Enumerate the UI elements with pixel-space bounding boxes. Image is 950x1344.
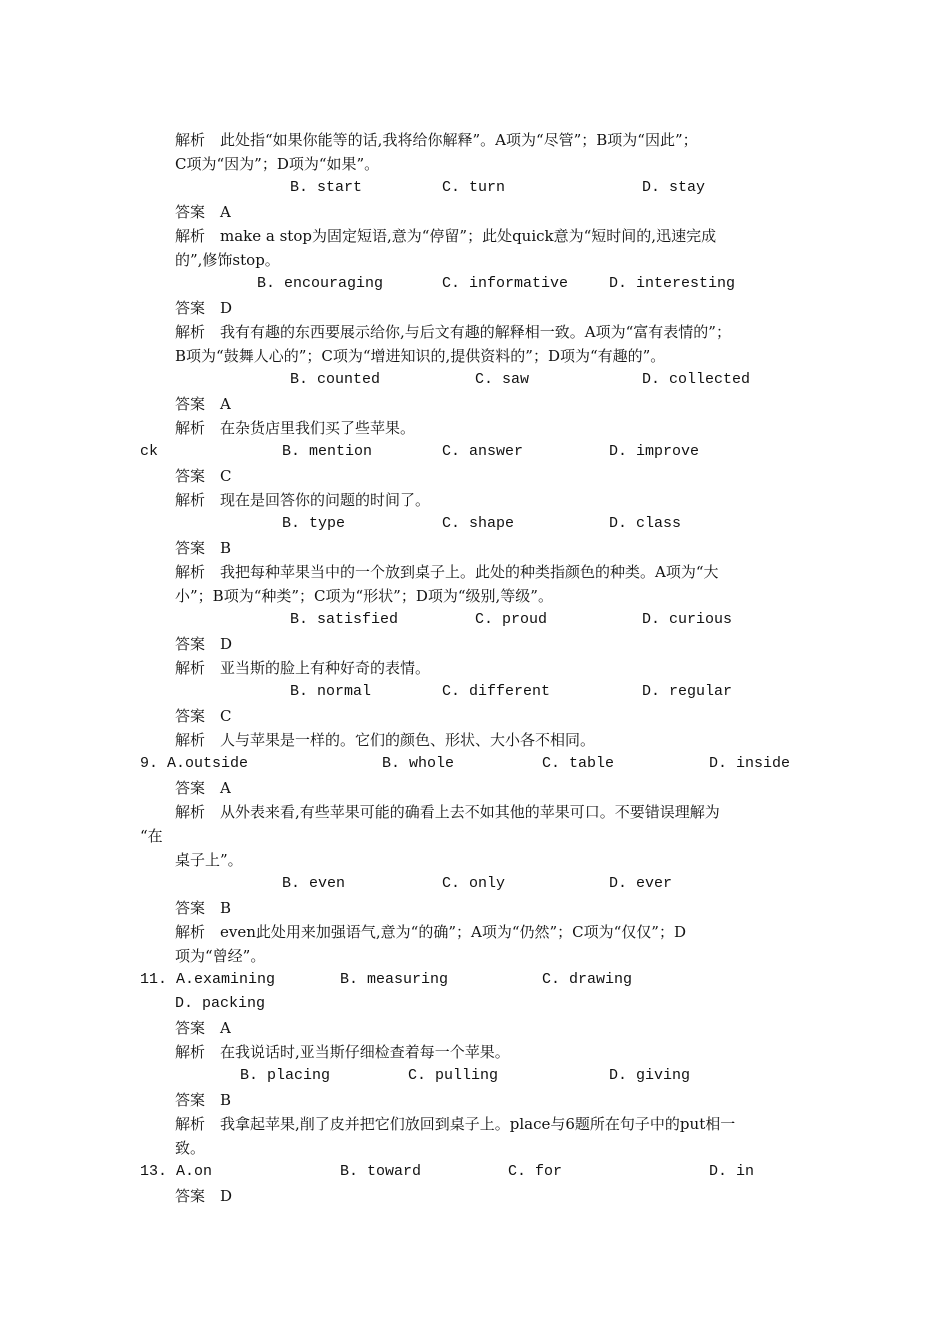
explanation-line: 解析 人与苹果是一样的。它们的颜色、形状、大小各不相同。 <box>175 731 596 749</box>
explanation-line: 解析 从外表来看,有些苹果可能的确看上去不如其他的苹果可口。不要错误理解为 <box>175 803 720 821</box>
option-c: C. proud <box>475 611 548 628</box>
option-c: C. for <box>508 1163 563 1180</box>
question-13-option-a: 13. A.on <box>140 1163 213 1180</box>
option-b: B. mention <box>282 443 373 460</box>
option-c: C. answer <box>442 443 524 460</box>
explanation-line: C项为“因为”；D项为“如果”。 <box>175 155 380 173</box>
question-11-option-a: 11. A.examining <box>140 971 276 988</box>
explanation-line: 致。 <box>175 1139 206 1157</box>
explanation-line: “在 <box>140 827 163 845</box>
option-c: C. table <box>542 755 615 772</box>
answer-line: 答案 B <box>175 1091 232 1109</box>
explanation-line: 解析 在我说话时,亚当斯仔细检查着每一个苹果。 <box>175 1043 510 1061</box>
option-c: C. drawing <box>542 971 633 988</box>
option-d: D. stay <box>642 179 706 196</box>
answer-line: 答案 D <box>175 1187 233 1205</box>
explanation-line: B项为“鼓舞人心的”；C项为“增进知识的,提供资料的”；D项为“有趣的”。 <box>175 347 666 365</box>
option-d: D. regular <box>642 683 733 700</box>
explanation-line: 解析 make a stop为固定短语,意为“停留”；此处quick意为“短时间的,迅速完成 <box>175 227 717 245</box>
option-a-fragment: ck <box>140 443 159 460</box>
option-d: D. interesting <box>609 275 736 292</box>
answer-line: 答案 C <box>175 467 232 485</box>
option-c: C. only <box>442 875 506 892</box>
option-d: D. collected <box>642 371 751 388</box>
option-c: C. turn <box>442 179 506 196</box>
explanation-line: 项为“曾经”。 <box>175 947 266 965</box>
option-b: B. counted <box>290 371 381 388</box>
explanation-line: 的”,修饰stop。 <box>175 251 280 269</box>
option-c: C. different <box>442 683 551 700</box>
option-b: B. measuring <box>340 971 449 988</box>
answer-line: 答案 A <box>175 1019 231 1037</box>
explanation-line: 解析 在杂货店里我们买了些苹果。 <box>175 419 416 437</box>
option-b: B. even <box>282 875 346 892</box>
answer-line: 答案 A <box>175 203 231 221</box>
question-9-option-a: 9. A.outside <box>140 755 249 772</box>
explanation-line: 解析 我把每种苹果当中的一个放到桌子上。此处的种类指颜色的种类。A项为“大 <box>175 563 719 581</box>
option-d: D. giving <box>609 1067 691 1084</box>
option-b: B. satisfied <box>290 611 399 628</box>
option-b: B. whole <box>382 755 455 772</box>
option-c: C. pulling <box>408 1067 499 1084</box>
option-d: D. class <box>609 515 682 532</box>
explanation-line: 解析 我拿起苹果,削了皮并把它们放回到桌子上。place与6题所在句子中的put相一 <box>175 1115 736 1133</box>
explanation-line: 桌子上”。 <box>175 851 243 869</box>
option-d: D. improve <box>609 443 700 460</box>
answer-line: 答案 B <box>175 899 232 917</box>
explanation-line: 解析 亚当斯的脸上有种好奇的表情。 <box>175 659 431 677</box>
option-b: B. type <box>282 515 346 532</box>
explanation-line: 解析 even此处用来加强语气,意为“的确”；A项为“仍然”；C项为“仅仅”；D <box>175 923 687 941</box>
option-b: B. toward <box>340 1163 422 1180</box>
answer-line: 答案 B <box>175 539 232 557</box>
option-c: C. shape <box>442 515 515 532</box>
option-c: C. saw <box>475 371 530 388</box>
answer-line: 答案 D <box>175 635 233 653</box>
option-b: B. encouraging <box>257 275 384 292</box>
explanation-line: 解析 现在是回答你的问题的时间了。 <box>175 491 431 509</box>
option-d: D. ever <box>609 875 673 892</box>
explanation-line: 解析 我有有趣的东西要展示给你,与后文有趣的解释相一致。A项为“富有表情的”； <box>175 323 731 341</box>
option-d: D. packing <box>175 995 266 1012</box>
option-c: C. informative <box>442 275 569 292</box>
explanation-line: 解析 此处指“如果你能等的话,我将给你解释”。A项为“尽管”；B项为“因此”； <box>175 131 698 149</box>
answer-line: 答案 A <box>175 779 231 797</box>
option-d: D. in <box>709 1163 755 1180</box>
answer-line: 答案 A <box>175 395 231 413</box>
option-b: B. start <box>290 179 363 196</box>
option-d: D. inside <box>709 755 791 772</box>
option-d: D. curious <box>642 611 733 628</box>
option-b: B. normal <box>290 683 372 700</box>
option-b: B. placing <box>240 1067 331 1084</box>
explanation-line: 小”；B项为“种类”；C项为“形状”；D项为“级别,等级”。 <box>175 587 553 605</box>
answer-line: 答案 C <box>175 707 232 725</box>
answer-line: 答案 D <box>175 299 233 317</box>
